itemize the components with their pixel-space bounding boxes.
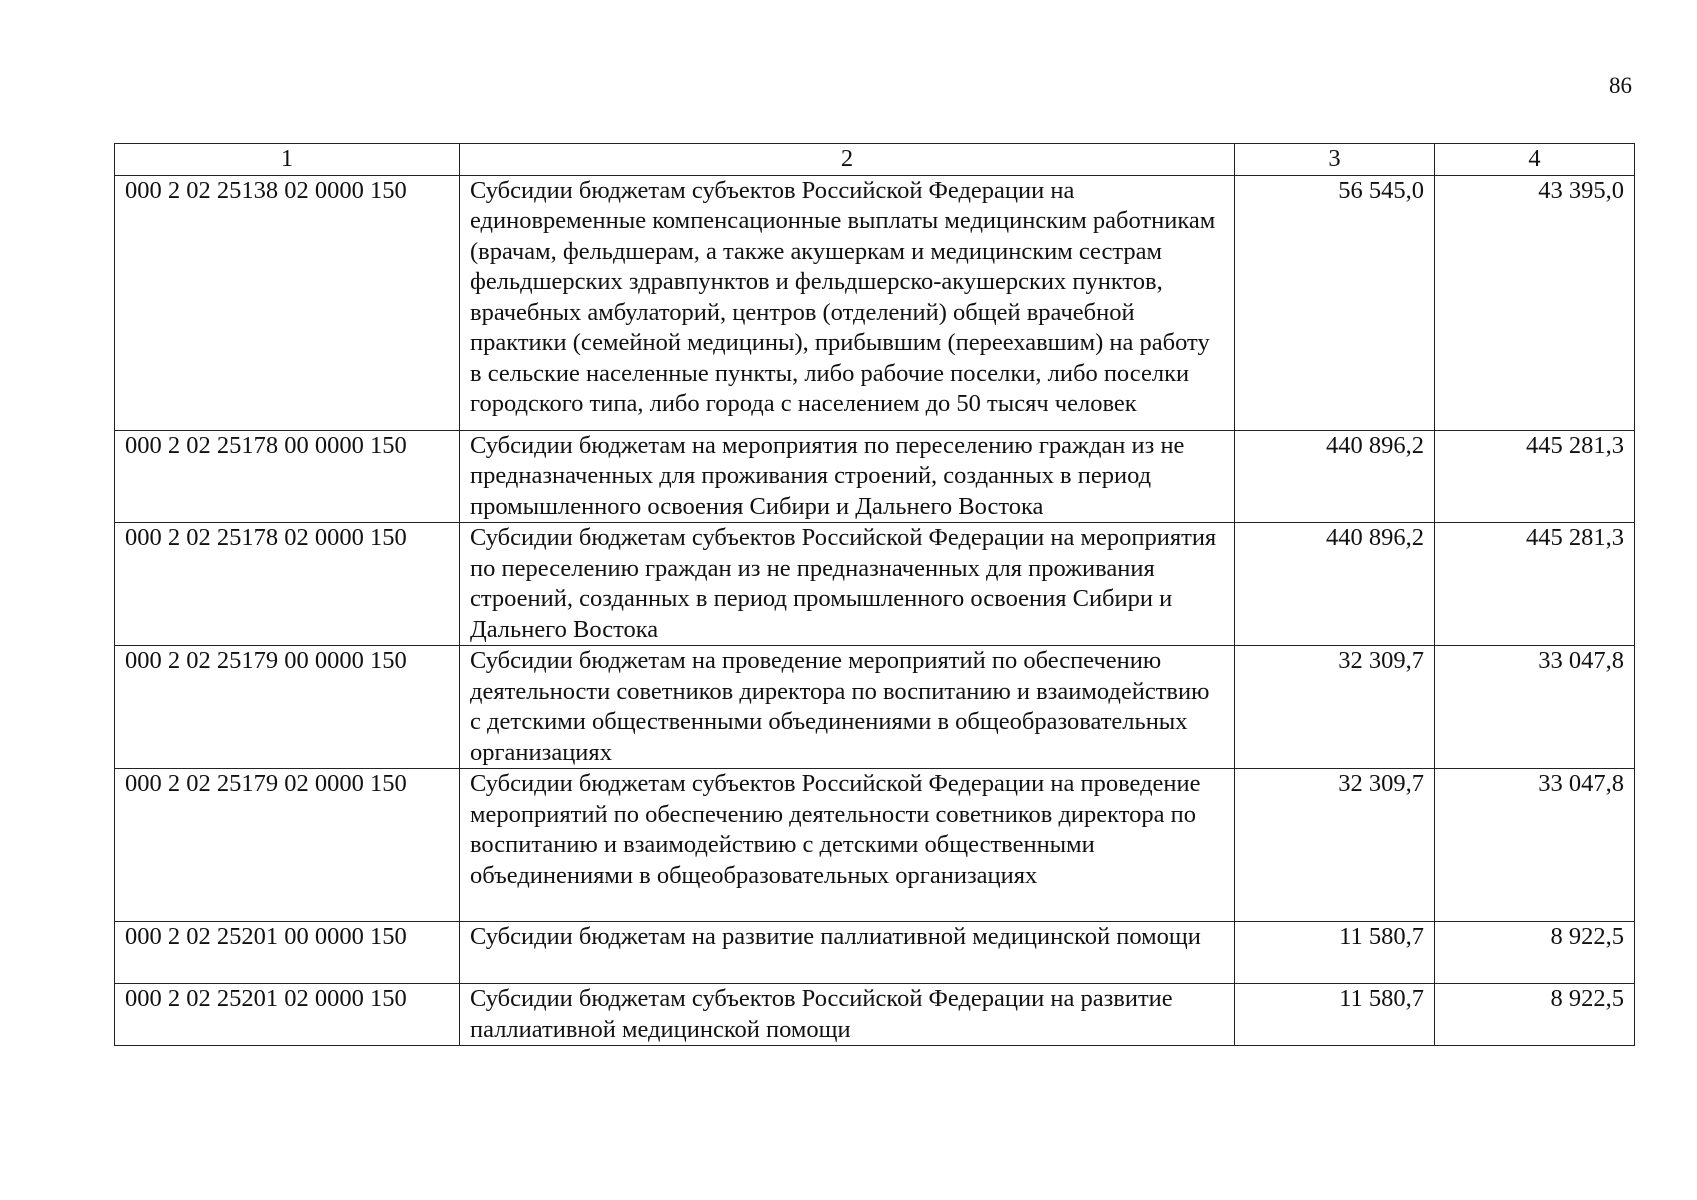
table-row xyxy=(115,984,1635,1046)
value-col-3-cell: 32 309,7 xyxy=(1235,769,1435,922)
value-col-4-cell: 33 047,8 xyxy=(1435,646,1635,769)
table-row xyxy=(115,430,1635,523)
description-cell: Субсидии бюджетам субъектов Российской Федерации на развитие паллиативной медицинской помощи xyxy=(460,984,1235,1046)
value-col-4-cell: 43 395,0 xyxy=(1435,175,1635,430)
value-col-4-cell: 445 281,3 xyxy=(1435,523,1635,646)
value-col-3-cell: 11 580,7 xyxy=(1235,984,1435,1046)
table-row xyxy=(115,175,1635,430)
header-col-1: 1 xyxy=(115,144,460,176)
header-row xyxy=(115,144,1635,176)
budget-code-cell: 000 2 02 25178 02 0000 150 xyxy=(115,523,460,646)
description-cell: Субсидии бюджетам на мероприятия по переселению граждан из не предназначенных для проживания строений, созданных в период промышленного освоения Сибири и Дальнего Востока xyxy=(460,430,1235,523)
value-col-4-cell: 33 047,8 xyxy=(1435,769,1635,922)
value-col-3-cell: 440 896,2 xyxy=(1235,523,1435,646)
table-row xyxy=(115,769,1635,922)
value-col-3-cell: 440 896,2 xyxy=(1235,430,1435,523)
value-col-3-cell: 11 580,7 xyxy=(1235,922,1435,984)
budget-table xyxy=(114,143,1635,1046)
budget-code-cell: 000 2 02 25201 00 0000 150 xyxy=(115,922,460,984)
table-row xyxy=(115,523,1635,646)
table-row xyxy=(115,922,1635,984)
value-col-4-cell: 8 922,5 xyxy=(1435,922,1635,984)
value-col-3-cell: 32 309,7 xyxy=(1235,646,1435,769)
header-col-3: 3 xyxy=(1235,144,1435,176)
description-cell: Субсидии бюджетам на проведение мероприятий по обеспечению деятельности советников директора по воспитанию и взаимодействию с детскими общественными объединениями в общеобразовательных организациях xyxy=(460,646,1235,769)
header-col-2: 2 xyxy=(460,144,1235,176)
budget-code-cell: 000 2 02 25179 02 0000 150 xyxy=(115,769,460,922)
header-col-4: 4 xyxy=(1435,144,1635,176)
table-body xyxy=(115,175,1635,1046)
value-col-4-cell: 8 922,5 xyxy=(1435,984,1635,1046)
budget-code-cell: 000 2 02 25201 02 0000 150 xyxy=(115,984,460,1046)
table-row xyxy=(115,646,1635,769)
description-cell: Субсидии бюджетам субъектов Российской Федерации на единовременные компенсационные выплаты медицинским работникам (врачам, фельдшерам, а также акушеркам и медицинским сестрам фельдшерских здравпунктов и фельдшерско-акушерских пунктов, врачебных амбулаторий, центров (отделений) общей врачебной практики (семейной медицины), прибывшим (переехавшим) на работу в сельские населенные пункты, либо рабочие поселки, либо поселки городского типа, либо города с населением до 50 тысяч человек xyxy=(460,175,1235,430)
table-header xyxy=(115,144,1635,176)
description-cell: Субсидии бюджетам субъектов Российской Федерации на проведение мероприятий по обеспечению деятельности советников директора по воспитанию и взаимодействию с детскими общественными объединениями в общеобразовательных организациях xyxy=(460,769,1235,922)
description-cell: Субсидии бюджетам на развитие паллиативной медицинской помощи xyxy=(460,922,1235,984)
budget-code-cell: 000 2 02 25178 00 0000 150 xyxy=(115,430,460,523)
description-cell: Субсидии бюджетам субъектов Российской Федерации на мероприятия по переселению граждан из не предназначенных для проживания строений, созданных в период промышленного освоения Сибири и Дальнего Востока xyxy=(460,523,1235,646)
page-number: 86 xyxy=(1609,73,1632,98)
budget-code-cell: 000 2 02 25138 02 0000 150 xyxy=(115,175,460,430)
value-col-4-cell: 445 281,3 xyxy=(1435,430,1635,523)
value-col-3-cell: 56 545,0 xyxy=(1235,175,1435,430)
budget-code-cell: 000 2 02 25179 00 0000 150 xyxy=(115,646,460,769)
